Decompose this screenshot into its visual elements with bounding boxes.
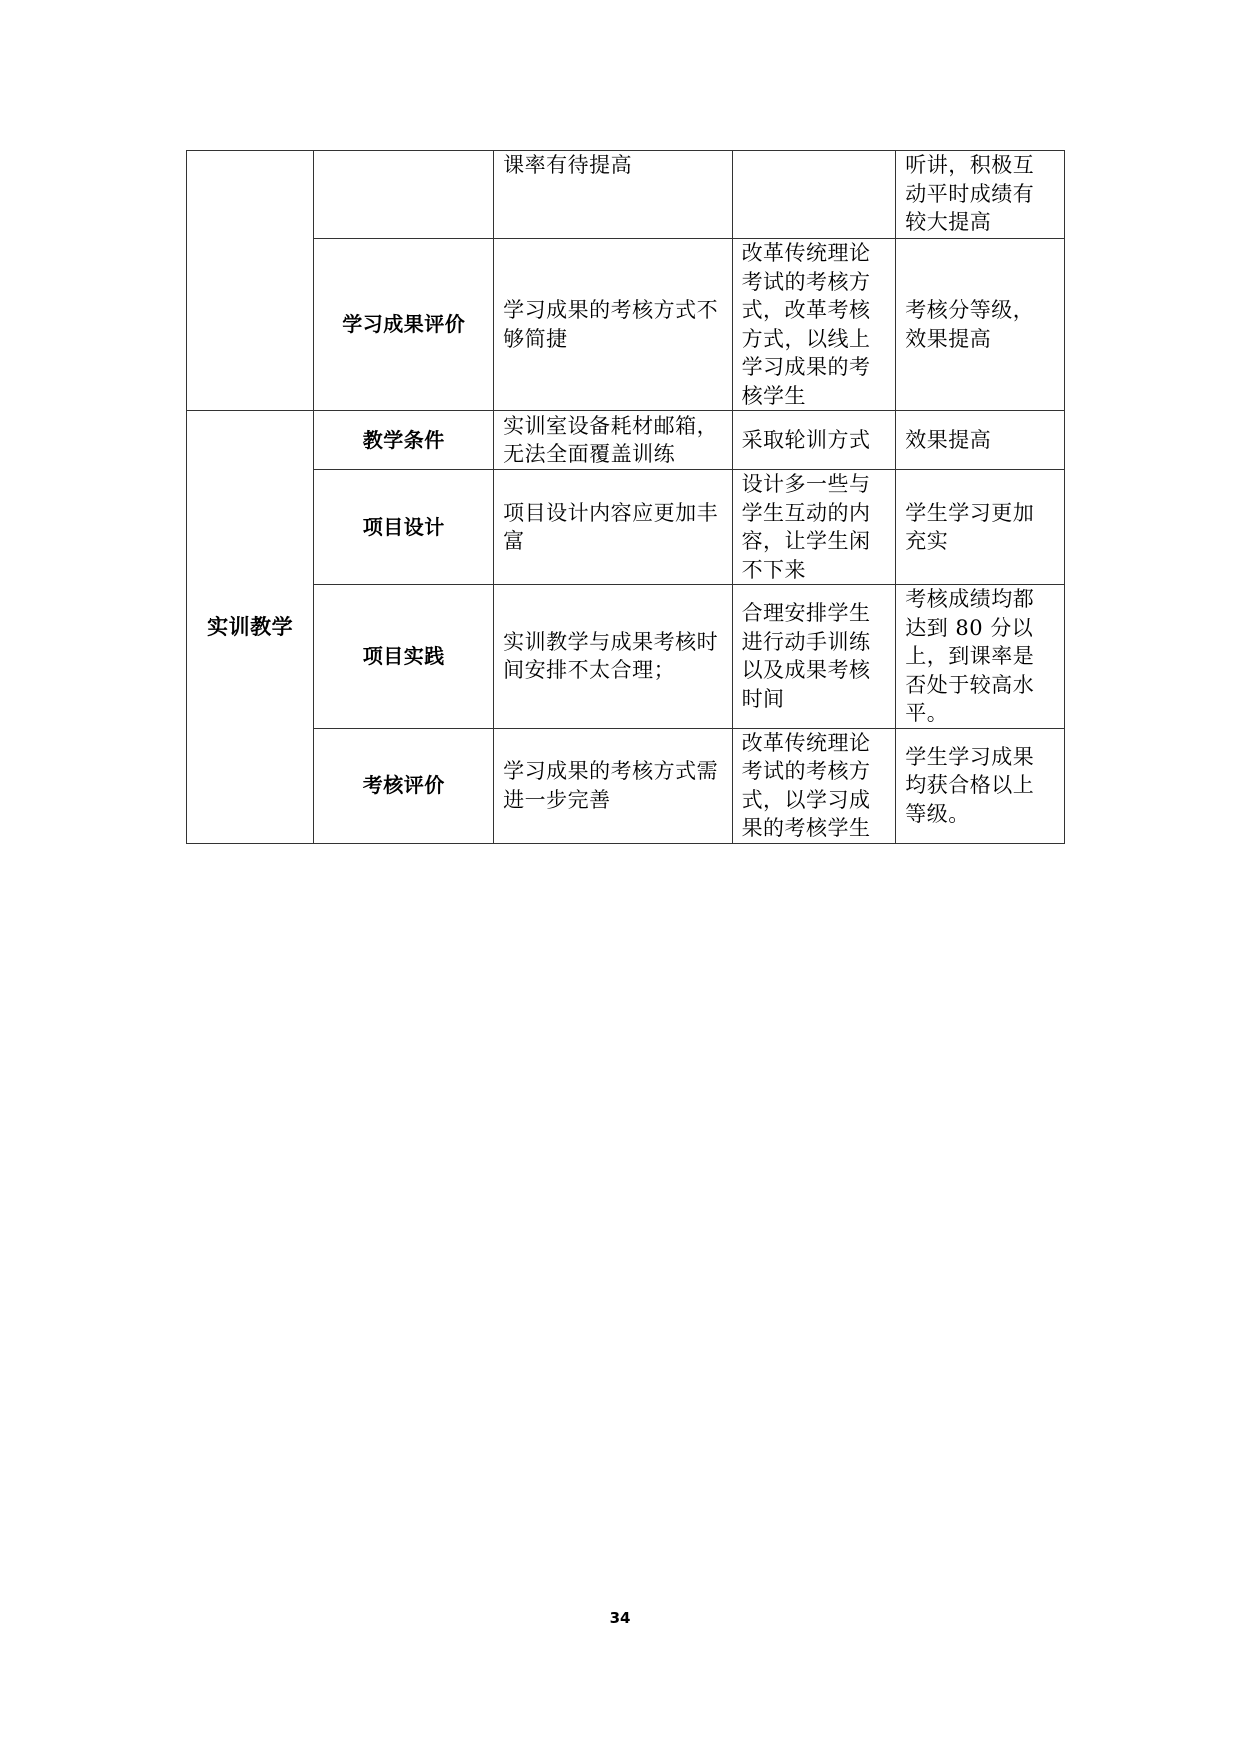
table-row [187,470,1065,585]
category-cell: 实训教学 [187,411,314,844]
measure-cell: 改革传统理论考试的考核方式，以学习成果的考核学生 [732,728,896,843]
problem-cell: 学习成果的考核方式不够简捷 [494,239,732,411]
measure-cell [732,151,896,239]
item-cell: 考核评价 [314,728,494,843]
effect-cell: 效果提高 [896,411,1065,470]
page-number: 34 [609,1609,631,1627]
effect-cell: 考核分等级，效果提高 [896,239,1065,411]
table-row [187,411,1065,470]
effect-cell: 学生学习成果均获合格以上等级。 [896,728,1065,843]
table-row [187,151,1065,239]
effect-cell: 考核成绩均都达到 80 分以上，到课率是否处于较高水平。 [896,585,1065,729]
measure-cell: 合理安排学生进行动手训练以及成果考核时间 [732,585,896,729]
item-cell: 项目设计 [314,470,494,585]
problem-cell: 课率有待提高 [494,151,732,239]
measure-cell: 改革传统理论考试的考核方式，改革考核方式，以线上学习成果的考核学生 [732,239,896,411]
evaluation-table [186,150,1065,844]
problem-cell: 实训室设备耗材邮箱，无法全面覆盖训练 [494,411,732,470]
item-cell: 项目实践 [314,585,494,729]
measure-cell: 设计多一些与学生互动的内容，让学生闲不下来 [732,470,896,585]
item-cell [314,151,494,239]
table-row [187,585,1065,729]
problem-cell: 学习成果的考核方式需进一步完善 [494,728,732,843]
effect-cell: 学生学习更加充实 [896,470,1065,585]
table-row [187,239,1065,411]
item-cell: 学习成果评价 [314,239,494,411]
problem-cell: 项目设计内容应更加丰富 [494,470,732,585]
item-cell: 教学条件 [314,411,494,470]
effect-cell: 听讲，积极互动平时成绩有较大提高 [896,151,1065,239]
table-row [187,728,1065,843]
category-cell [187,151,314,411]
problem-cell: 实训教学与成果考核时间安排不太合理； [494,585,732,729]
measure-cell: 采取轮训方式 [732,411,896,470]
